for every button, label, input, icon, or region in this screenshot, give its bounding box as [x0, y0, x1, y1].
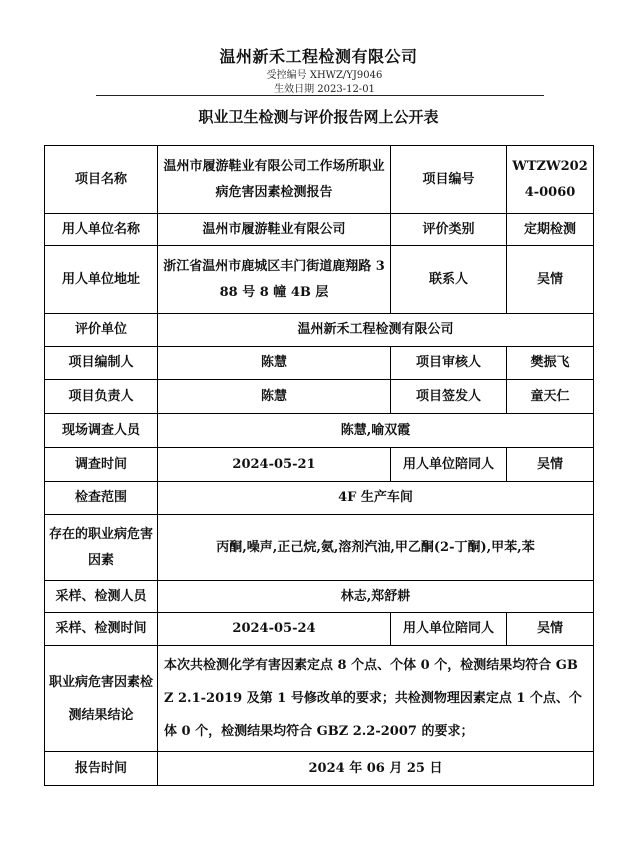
- scope-value: 4F 生产车间: [158, 482, 594, 515]
- table-row: [45, 482, 594, 515]
- header-divider: [96, 95, 544, 96]
- employer-name-value: 温州市履游鞋业有限公司: [158, 214, 391, 246]
- report-time-label: 报告时间: [45, 752, 158, 786]
- control-number: 受控编号 XHWZ/YJ9046: [266, 70, 383, 81]
- project-name-value: 温州市履游鞋业有限公司工作场所职业病危害因素检测报告: [158, 146, 391, 214]
- sampling-staff-value: 林志,郑舒耕: [158, 581, 594, 613]
- employer-name-label: 用人单位名称: [45, 214, 158, 246]
- project-no-value: WTZW2024-0060: [507, 146, 594, 214]
- table-row: [45, 314, 594, 347]
- table-row: [45, 581, 594, 613]
- eval-unit-label: 评价单位: [45, 314, 158, 347]
- reviewer-value: 樊振飞: [507, 347, 594, 380]
- employer-address-label: 用人单位地址: [45, 246, 158, 314]
- table-row: [45, 246, 594, 314]
- table-row: [45, 646, 594, 752]
- sampling-time-value: 2024-05-24: [158, 613, 391, 646]
- survey-staff-label: 现场调查人员: [45, 414, 158, 448]
- project-no-label: 项目编号: [391, 146, 507, 214]
- hazards-label: 存在的职业病危害因素: [45, 515, 158, 581]
- company-name: 温州新禾工程检测有限公司: [219, 47, 418, 66]
- document-title: 职业卫生检测与评价报告网上公开表: [198, 108, 439, 126]
- sampling-staff-label: 采样、检测人员: [45, 581, 158, 613]
- table-row: [45, 448, 594, 482]
- survey-escort-value: 吴情: [507, 448, 594, 482]
- table-row: [45, 414, 594, 448]
- scope-label: 检查范围: [45, 482, 158, 515]
- sampling-time-label: 采样、检测时间: [45, 613, 158, 646]
- sampling-escort-value: 吴情: [507, 613, 594, 646]
- table-row: [45, 146, 594, 214]
- eval-type-label: 评价类别: [391, 214, 507, 246]
- conclusion-value: 本次共检测化学有害因素定点 8 个点、个体 0 个，检测结果均符合 GBZ 2.1-2019 及第 1 号修改单的要求；共检测物理因素定点 1 个点、个体 0 个，检测结果均符合 GBZ 2.2-2007 的要求；: [158, 646, 594, 752]
- leader-label: 项目负责人: [45, 380, 158, 414]
- table-row: [45, 380, 594, 414]
- survey-time-label: 调查时间: [45, 448, 158, 482]
- leader-value: 陈慧: [158, 380, 391, 414]
- contact-value: 吴情: [507, 246, 594, 314]
- reviewer-label: 项目审核人: [391, 347, 507, 380]
- table-row: [45, 613, 594, 646]
- table-row: [45, 347, 594, 380]
- disclosure-table: [44, 145, 594, 786]
- table-row: [45, 752, 594, 786]
- effective-date: 生效日期 2023-12-01: [274, 84, 375, 95]
- employer-address-value: 浙江省温州市鹿城区丰门街道鹿翔路 388 号 8 幢 4B 层: [158, 246, 391, 314]
- survey-escort-label: 用人单位陪同人: [391, 448, 507, 482]
- survey-staff-value: 陈慧,喻双霞: [158, 414, 594, 448]
- table-row: [45, 214, 594, 246]
- issuer-value: 童天仁: [507, 380, 594, 414]
- sampling-escort-label: 用人单位陪同人: [391, 613, 507, 646]
- eval-type-value: 定期检测: [507, 214, 594, 246]
- contact-label: 联系人: [391, 246, 507, 314]
- survey-time-value: 2024-05-21: [158, 448, 391, 482]
- compiler-value: 陈慧: [158, 347, 391, 380]
- eval-unit-value: 温州新禾工程检测有限公司: [158, 314, 594, 347]
- project-name-label: 项目名称: [45, 146, 158, 214]
- table-row: [45, 515, 594, 581]
- compiler-label: 项目编制人: [45, 347, 158, 380]
- conclusion-label: 职业病危害因素检测结果结论: [45, 646, 158, 752]
- hazards-value: 丙酮,噪声,正己烷,氨,溶剂汽油,甲乙酮(2-丁酮),甲苯,苯: [158, 515, 594, 581]
- issuer-label: 项目签发人: [391, 380, 507, 414]
- report-time-value: 2024 年 06 月 25 日: [158, 752, 594, 786]
